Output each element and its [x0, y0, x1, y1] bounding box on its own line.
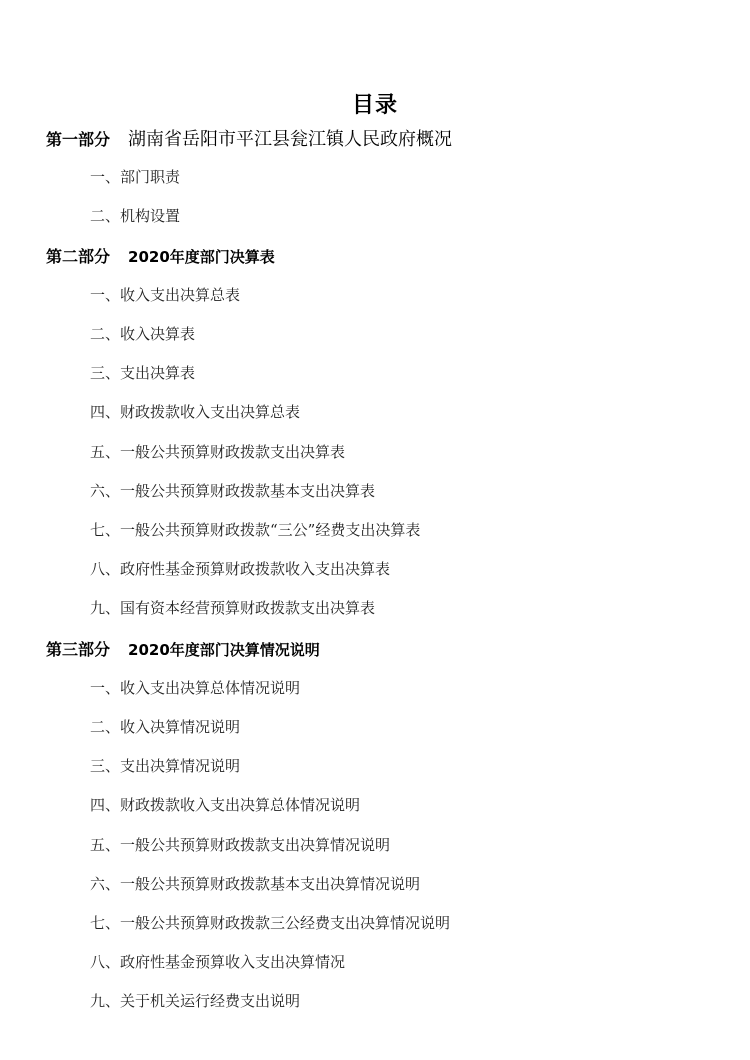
toc-item-number: 九、 — [90, 992, 121, 1010]
toc-item-text: 国有资本经营预算财政拨款支出决算表 — [120, 599, 376, 617]
toc-item-number: 六、 — [90, 482, 121, 500]
toc-item-text: 一般公共预算财政拨款基本支出决算表 — [120, 482, 376, 500]
toc-item-text: 一般公共预算财政拨款支出决算情况说明 — [120, 836, 391, 854]
toc-item-text: 收入支出决算总表 — [120, 286, 241, 304]
toc-item — [90, 677, 300, 698]
toc-item — [90, 205, 180, 226]
part-heading-2 — [46, 244, 275, 267]
toc-item-text: 政府性基金预算财政拨款收入支出决算表 — [120, 560, 391, 578]
toc-item-text: 一般公共预算财政拨款基本支出决算情况说明 — [120, 875, 421, 893]
toc-item — [90, 401, 300, 422]
part-label: 第三部分 — [46, 640, 111, 659]
toc-item-number: 八、 — [90, 560, 121, 578]
toc-item-number: 五、 — [90, 836, 121, 854]
part-label: 第一部分 — [46, 130, 111, 149]
toc-item-text: 部门职责 — [120, 168, 181, 186]
part-heading-1 — [46, 125, 452, 151]
toc-item-number: 四、 — [90, 796, 121, 814]
toc-item-text: 收入决算情况说明 — [120, 718, 241, 736]
toc-item — [90, 284, 240, 305]
toc-item — [90, 990, 300, 1011]
toc-item-text: 机构设置 — [120, 207, 181, 225]
toc-item — [90, 951, 345, 972]
page-title: 目录 — [351, 93, 398, 118]
toc-item-text: 财政拨款收入支出决算总体情况说明 — [120, 796, 361, 814]
toc-item-number: 六、 — [90, 875, 121, 893]
toc-item — [90, 716, 240, 737]
toc-item-number: 三、 — [90, 364, 121, 382]
toc-item-text: 关于机关运行经费支出说明 — [120, 992, 301, 1010]
toc-item — [90, 558, 390, 579]
toc-item-text: 政府性基金预算收入支出决算情况 — [120, 953, 346, 971]
toc-item — [90, 519, 420, 540]
toc-item-number: 一、 — [90, 679, 121, 697]
toc-item-text: 支出决算情况说明 — [120, 757, 241, 775]
toc-item — [90, 794, 360, 815]
toc-item-text: 支出决算表 — [120, 364, 196, 382]
toc-item-number: 八、 — [90, 953, 121, 971]
toc-item — [90, 873, 420, 894]
toc-item — [90, 323, 195, 344]
toc-item — [90, 834, 390, 855]
toc-item — [90, 912, 450, 933]
part-label: 第二部分 — [46, 247, 111, 266]
toc-item-number: 一、 — [90, 286, 121, 304]
part-title: 2020年度部门决算情况说明 — [128, 641, 320, 659]
toc-item-text: 财政拨款收入支出决算总表 — [120, 403, 301, 421]
toc-item — [90, 166, 180, 187]
toc-item-number: 二、 — [90, 718, 121, 736]
toc-item-number: 二、 — [90, 325, 121, 343]
toc-item — [90, 480, 375, 501]
toc-item-number: 二、 — [90, 207, 121, 225]
toc-item-text: 收入支出决算总体情况说明 — [120, 679, 301, 697]
toc-item-text: 一般公共预算财政拨款三公经费支出决算情况说明 — [120, 914, 451, 932]
toc-item-text: 收入决算表 — [120, 325, 196, 343]
toc-item — [90, 597, 375, 618]
part-heading-3 — [46, 637, 320, 660]
toc-item-number: 三、 — [90, 757, 121, 775]
toc-item-number: 一、 — [90, 168, 121, 186]
toc-item-number: 五、 — [90, 443, 121, 461]
toc-item-number: 七、 — [90, 914, 121, 932]
toc-item — [90, 362, 195, 383]
toc-item — [90, 441, 345, 462]
toc-item-text: 一般公共预算财政拨款“三公”经费支出决算表 — [120, 521, 421, 539]
toc-item-number: 七、 — [90, 521, 121, 539]
toc-item-number: 九、 — [90, 599, 121, 617]
toc-item — [90, 755, 240, 776]
toc-item-number: 四、 — [90, 403, 121, 421]
part-title: 2020年度部门决算表 — [128, 248, 275, 266]
toc-item-text: 一般公共预算财政拨款支出决算表 — [120, 443, 346, 461]
part-title: 湖南省岳阳市平江县瓮江镇人民政府概况 — [128, 129, 453, 150]
